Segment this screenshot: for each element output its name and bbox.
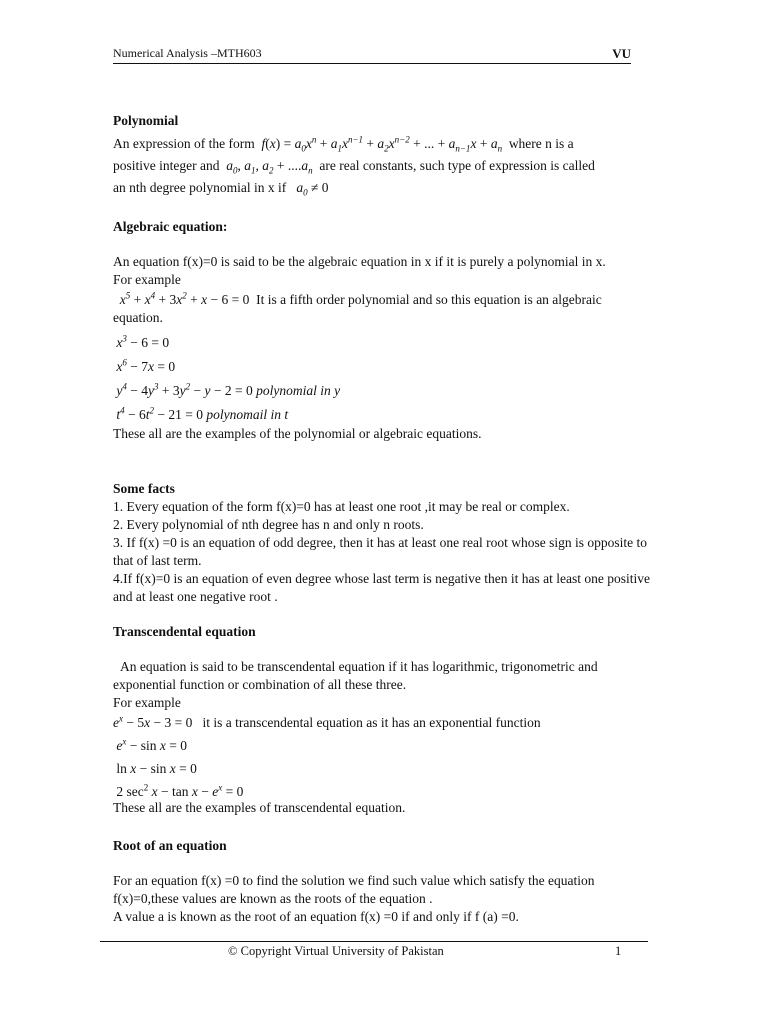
coefficients-formula: $a_0$, $a_1$, $a_2 + ....a_n$ [222,158,313,176]
fact-item-3: 3. If f(x) =0 is an equation of odd degree, then it has at least one real root whose sign is opposite to that of last term. [113,535,647,568]
transcendental-section [113,623,653,817]
algebraic-examples-list [113,331,653,427]
header-rule [113,63,631,64]
fact-item-2: 2. Every polynomial of nth degree has n and only n roots. [113,517,424,532]
algebraic-heading: Algebraic equation: [113,219,228,234]
transcendental-heading: Transcendental equation [113,624,256,639]
page-header [113,46,631,64]
transcendental-example-3: ln x − sin x = 0 [116,761,197,776]
algebraic-section [113,218,653,443]
algebraic-closing: These all are the examples of the polynomial or algebraic equations. [113,426,482,441]
org-label: VU [612,46,631,61]
transcendental-example-1: $e^x - 5x - 3 = 0$ it is a transcendental equation as it has an exponential function [113,713,541,730]
algebraic-example-4: $y^4 - 4y^3 + 3y^2 - y - 2 = 0$ polynomial in y [113,381,341,398]
polynomial-section [113,112,653,199]
algebraic-paragraph: An equation f(x)=0 is said to be the algebraic equation in x if it is purely a polynomial in x. [113,254,606,269]
algebraic-example-3: $x^6 - 7x = 0$ [113,357,176,374]
transcendental-paragraph: An equation is said to be transcendental equation if it has logarithmic, trigonometric and exponential function or combination of all these three. [113,659,598,692]
page-number: 1 [615,944,622,958]
polynomial-heading: Polynomial [113,113,179,128]
transcendental-example-2: $e^x - \sin x = 0$ [113,736,187,753]
algebraic-example-1: $x^5 + x^4 + 3x^2 + x - 6 = 0$ It is a fifth order polynomial and so this equation is an algebraic equation. [113,290,602,325]
algebraic-for-example: For example [113,272,181,287]
algebraic-example-2: $x^3 - 6 = 0$ [113,333,170,350]
transcendental-example-4: 2 $\sec^2 x - \tan x - e^x = 0$ [116,782,244,799]
course-title: Numerical Analysis –MTH603 [113,46,262,60]
algebraic-example-5: $t^4 - 6t^2 - 21 = 0$ polynomail in t [113,405,289,422]
transcendental-closing: These all are the examples of transcendental equation. [113,800,406,815]
root-paragraph-2: A value a is known as the root of an equation f(x) =0 if and only if f (a) =0. [113,909,519,924]
nonzero-condition: $a_0 \ne 0$ [289,180,329,198]
fact-item-1: 1. Every equation of the form f(x)=0 has at least one root ,it may be real or complex. [113,499,570,514]
facts-heading: Some facts [113,481,175,496]
copyright-footer: © Copyright Virtual University of Pakistan [228,944,444,958]
footer-rule [100,941,648,942]
polynomial-formula: $f(x) = a_0x^n + a_1x^{n-1} + a_2x^{n-2}$ + ... + $a_{n-1}x + a_n$ [258,134,503,154]
facts-section [113,480,653,606]
root-section [113,837,653,926]
transcendental-examples-list [113,734,653,803]
polynomial-definition: An expression of the form $f(x) = a_0x^n + a_1x^{n-1} + a_2x^{n-2}$ + ... + $a_{n-1}x + a_n$ where n is a positive integer and $a_0$, $a_1$, $a_2 + ....a_n$ are real constants, such type of expression is called an nth degree polynomial in x if $a_0 \ne 0$ [113,134,595,198]
transcendental-for-example: For example [113,695,181,710]
fact-item-4: 4.If f(x)=0 is an equation of even degree whose last term is negative then it has at least one positive and at least one negative root . [113,571,650,604]
root-paragraph-1: For an equation f(x) =0 to find the solution we find such value which satisfy the equation f(x)=0,these values are known as the roots of the equation . [113,873,595,906]
root-heading: Root of an equation [113,838,227,853]
